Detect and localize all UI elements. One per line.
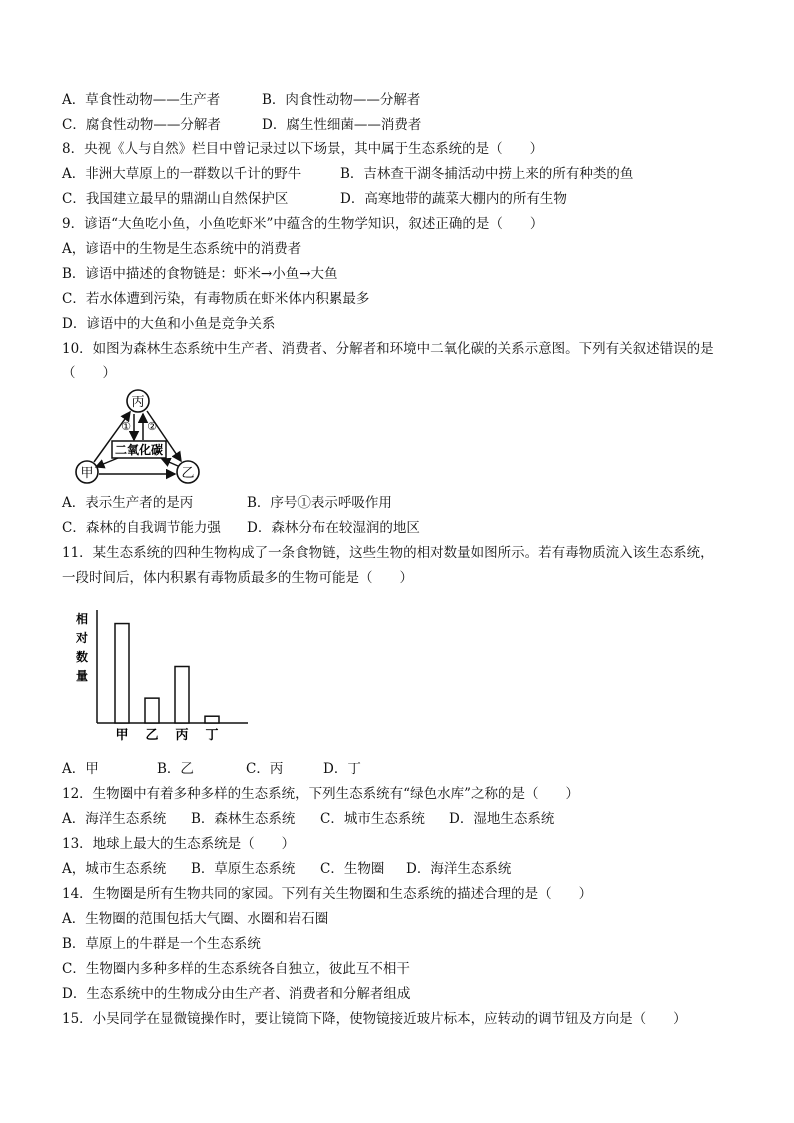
q9-option-d: D．谚语中的大鱼和小鱼是竞争关系 [62,316,276,332]
l1a: A．草食性动物——生产者 [62,92,221,108]
x-tick-label-4: 丁 [205,728,219,743]
l2a: C．腐食性动物——分解者 [62,117,221,133]
bar-chart [70,600,260,745]
l1b: B．肉食性动物——分解者 [262,92,421,108]
question-10-blank: （ ） [62,365,116,381]
q14-option-b: B．草原上的牛群是一个生态系统 [62,936,261,952]
q11-option-a: A．甲 [62,761,99,777]
node-left-label: 甲 [80,466,94,481]
arrow-right-co2 [162,459,178,466]
q8-option-d: D．高寒地带的蔬菜大棚内的所有生物 [340,191,567,207]
question-9: 9．谚语“大鱼吃小鱼，小鱼吃虾米”中蕴含的生物学知识，叙述正确的是（ ） [62,216,544,232]
y-label-char-1: 相 [75,612,89,626]
q13-option-b: B．草原生态系统 [191,861,296,877]
q8-option-b: B．吉林查干湖冬捕活动中捞上来的所有种类的鱼 [340,166,634,182]
question-8: 8．央视《人与自然》栏目中曾记录过以下场景，其中属于生态系统的是（ ） [62,141,544,157]
q13-option-d: D．海洋生态系统 [406,861,512,877]
q12-option-d: D．湿地生态系统 [449,811,555,827]
bar-3 [175,667,189,724]
ecosystem-diagram [70,388,210,488]
x-tick-label-2: 乙 [145,728,159,743]
x-tick-label-3: 丙 [175,728,189,743]
question-11: 11．某生态系统的四种生物构成了一条食物链，这些生物的相对数量如图所示。若有毒物质流入该生态系统， [62,545,714,561]
y-axis-label [75,611,88,683]
q11-option-c: C．丙 [246,761,284,777]
q9-option-c: C．若水体遭到污染，有毒物质在虾米体内积累最多 [62,291,370,307]
y-label-char-3: 数 [75,650,89,664]
arrow-2-label: ② [147,420,157,433]
q8-option-a: A．非洲大草原上的一群数以千计的野牛 [62,166,302,182]
q13-option-a: A，城市生态系统 [62,861,167,877]
x-tick-label-1: 甲 [115,728,129,743]
q14-option-d: D．生态系统中的生物成分由生产者、消费者和分解者组成 [62,986,411,1002]
q12-option-a: A．海洋生态系统 [62,811,167,827]
q11-option-d: D．丁 [323,761,361,777]
question-13: 13．地球上最大的生态系统是（ ） [62,836,296,852]
question-11-cont: 一段时间后，体内积累有毒物质最多的生物可能是（ ） [62,570,413,586]
q10-option-a: A．表示生产者的是丙 [62,495,194,511]
q12-option-b: B．森林生态系统 [191,811,296,827]
q13-option-c: C．生物圈 [320,861,385,877]
q8-option-c: C．我国建立最早的鼎湖山自然保护区 [62,191,289,207]
arrow-1-label: ① [121,420,131,433]
bar-2 [145,698,159,723]
arrow-co2-left [96,458,118,467]
l2b: D．腐生性细菌——消费者 [262,117,422,133]
q14-option-c: C．生物圈内多种多样的生态系统各自独立，彼此互不相干 [62,961,410,977]
question-10: 10．如图为森林生态系统中生产者、消费者、分解者和环境中二氧化碳的关系示意图。下列有关叙述错误的是 [62,341,714,357]
y-label-char-2: 对 [75,631,89,645]
co2-label: 二氧化碳 [114,443,164,457]
q10-option-d: D．森林分布在较湿润的地区 [247,520,420,536]
node-top-label: 丙 [131,395,145,410]
question-14: 14．生物圈是所有生物共同的家园。下列有关生物圈和生态系统的描述合理的是（ ） [62,886,593,902]
y-label-char-4: 量 [75,669,89,683]
bar-1 [115,624,129,723]
q9-option-a: A，谚语中的生物是生态系统中的消费者 [62,241,302,257]
q9-option-b: B．谚语中描述的食物链是：虾米→小鱼→大鱼 [62,266,338,282]
q14-option-a: A．生物圈的范围包括大气圈、水圈和岩石圈 [62,911,329,927]
q10-option-b: B．序号①表示呼吸作用 [247,495,392,511]
q10-option-c: C．森林的自我调节能力强 [62,520,221,536]
question-15: 15．小吴同学在显微镜操作时，要让镜筒下降，使物镜接近玻片标本，应转动的调节钮及方向是（ ） [62,1011,687,1027]
bar-4 [205,716,219,723]
question-12: 12．生物圈中有着多种多样的生态系统，下列生态系统有“绿色水库”之称的是（ ） [62,786,579,802]
q11-option-b: B．乙 [157,761,194,777]
q12-option-c: C．城市生态系统 [320,811,425,827]
node-right-label: 乙 [181,466,195,481]
